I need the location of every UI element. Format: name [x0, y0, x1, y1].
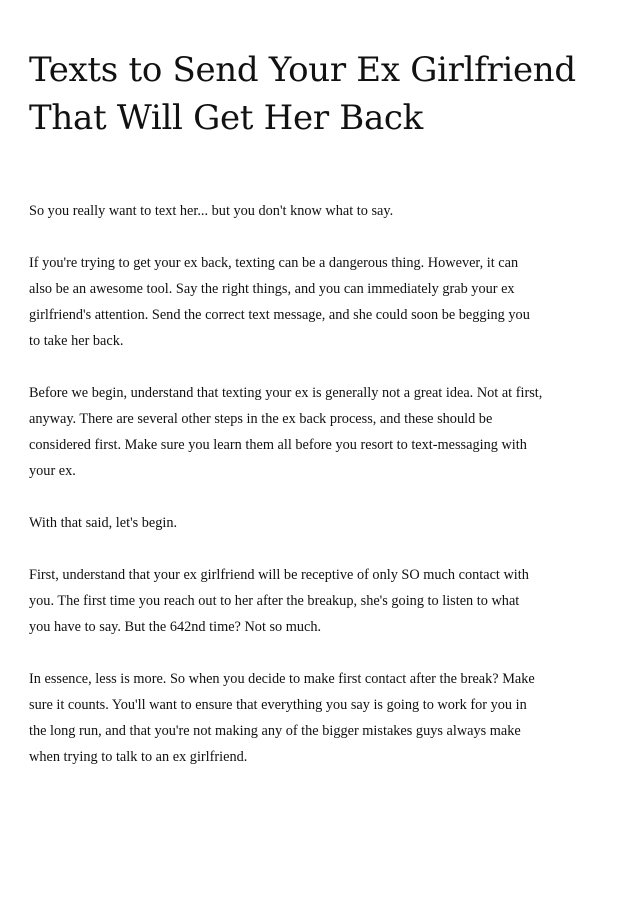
- title-line-2: That Will Get Her Back: [29, 98, 423, 138]
- paragraph-intro: [29, 198, 614, 224]
- paragraph-receptive-contact: [29, 562, 614, 640]
- paragraph-before-we-begin: [29, 380, 614, 484]
- text-line: If you're trying to get your ex back, texting can be a dangerous thing. However, it can: [29, 255, 519, 271]
- text-line: to take her back.: [29, 333, 124, 349]
- text-line: anyway. There are several other steps in the ex back process, and these should be: [29, 411, 493, 427]
- text-line: when trying to talk to an ex girlfriend.: [29, 749, 248, 765]
- text-line: girlfriend's attention. Send the correct text message, and she could soon be begging you: [29, 307, 530, 323]
- text-line: Before we begin, understand that texting your ex is generally not a great idea. Not at first,: [29, 385, 543, 401]
- document-body: [29, 198, 614, 796]
- text-line: you have to say. But the 642nd time? Not so much.: [29, 619, 322, 635]
- paragraph-texting-danger: [29, 250, 614, 354]
- text-line: First, understand that your ex girlfriend will be receptive of only SO much contact with: [29, 567, 529, 583]
- text-line: the long run, and that you're not making any of the bigger mistakes guys always make: [29, 723, 521, 739]
- text-line: considered first. Make sure you learn them all before you resort to text-messaging with: [29, 437, 527, 453]
- text-line: you. The first time you reach out to her after the breakup, she's going to listen to what: [29, 593, 520, 609]
- title-line-1: Texts to Send Your Ex Girlfriend: [29, 50, 576, 90]
- paragraph-less-is-more: [29, 666, 614, 770]
- text-line: With that said, let's begin.: [29, 515, 178, 531]
- text-line: In essence, less is more. So when you decide to make first contact after the break? Make: [29, 671, 535, 687]
- text-line: also be an awesome tool. Say the right things, and you can immediately grab your ex: [29, 281, 515, 297]
- paragraph-lets-begin: [29, 510, 614, 536]
- text-line: So you really want to text her... but you don't know what to say.: [29, 203, 394, 219]
- document-title: [29, 46, 609, 142]
- text-line: your ex.: [29, 463, 76, 479]
- text-line: sure it counts. You'll want to ensure that everything you say is going to work for you in: [29, 697, 527, 713]
